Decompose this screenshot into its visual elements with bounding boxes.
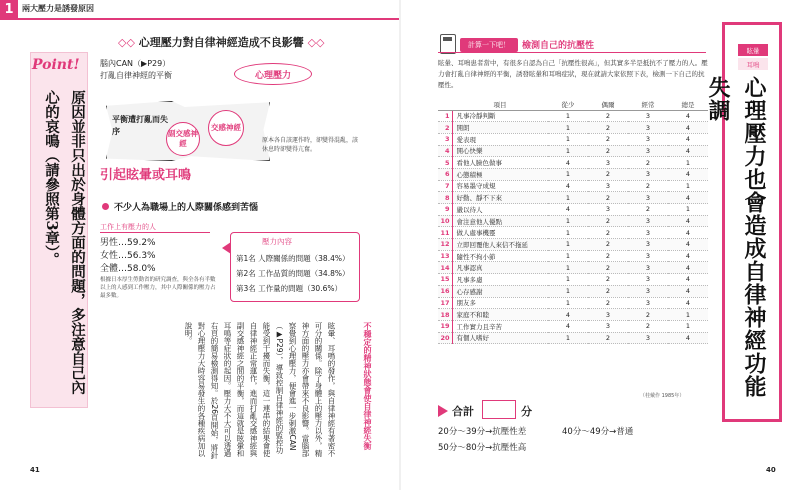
row-score: 4	[668, 297, 708, 309]
arrow-right-icon	[438, 405, 448, 417]
row-score: 2	[588, 262, 628, 274]
table-header-sometimes: 偶爾	[588, 100, 628, 110]
row-number: 11	[438, 227, 452, 239]
row-number: 5	[438, 157, 452, 169]
row-score: 3	[628, 285, 668, 297]
row-number: 20	[438, 332, 452, 344]
row-item: 嚴以待人	[452, 204, 548, 216]
total-score-box[interactable]	[482, 400, 516, 419]
row-score: 4	[668, 110, 708, 122]
sympathetic-circle: 副交感神經	[166, 122, 200, 156]
row-score: 4	[668, 332, 708, 344]
side-tab-title: 心理壓力也會造成自律神經功能失調	[705, 76, 766, 398]
row-score: 3	[588, 320, 628, 332]
page-number-right: 40	[766, 466, 776, 474]
table-header-no	[438, 100, 452, 110]
row-score: 4	[668, 239, 708, 251]
table-row	[438, 110, 708, 122]
table-row	[438, 180, 708, 192]
row-item: 工作實力且辛苦	[452, 320, 548, 332]
row-score: 1	[668, 309, 708, 321]
table-row	[438, 168, 708, 180]
row-score: 1	[548, 192, 588, 204]
pressure-item: 第2名 工作品質的問題（34.8%）	[236, 269, 350, 278]
row-score: 2	[588, 110, 628, 122]
checklist-tag: 計算一下吧！	[460, 38, 518, 52]
row-item: 立即回覆他人來信不拖延	[452, 239, 548, 251]
pressure-item: 第1名 人際關係的問題（38.4%）	[236, 254, 350, 263]
row-score: 4	[548, 320, 588, 332]
row-item: 隨性不拘小節	[452, 250, 548, 262]
row-score: 3	[628, 332, 668, 344]
diagram-note: 原本各自該運作時，卻變得混亂，該休息時卻變得亢奮。	[262, 137, 359, 153]
row-score: 3	[628, 168, 668, 180]
row-score: 1	[548, 285, 588, 297]
row-item: 開心快樂	[452, 145, 548, 157]
pressure-item: 第3名 工作量的問題（30.6%）	[236, 284, 342, 293]
table-row	[438, 297, 708, 309]
table-row	[438, 320, 708, 332]
table-row	[438, 227, 708, 239]
total-label: 合計	[452, 405, 474, 418]
row-score: 2	[588, 168, 628, 180]
row-item: 凡事認真	[452, 262, 548, 274]
row-score: 1	[548, 262, 588, 274]
bullet-icon	[102, 203, 109, 210]
table-row	[438, 145, 708, 157]
calculator-icon	[440, 34, 456, 54]
table-header-item: 項目	[452, 100, 548, 110]
row-number: 13	[438, 250, 452, 262]
table-row	[438, 204, 708, 216]
row-score: 3	[588, 309, 628, 321]
row-score: 2	[588, 239, 628, 251]
table-row	[438, 133, 708, 145]
table-header-row	[438, 100, 708, 110]
row-score: 2	[628, 157, 668, 169]
stat-female: 女性…56.3%	[100, 251, 156, 261]
row-item: 心存感謝	[452, 285, 548, 297]
row-score: 2	[588, 145, 628, 157]
row-score: 1	[548, 297, 588, 309]
row-item: 凡事多慮	[452, 274, 548, 286]
row-score: 1	[548, 332, 588, 344]
side-tab-label-dizziness: 眩暈	[738, 44, 768, 56]
chapter-title: 兩大壓力是誘發原因	[22, 4, 94, 13]
row-score: 1	[548, 168, 588, 180]
parasympathetic-circle: 交感神經	[208, 110, 244, 146]
row-score: 4	[548, 180, 588, 192]
row-item: 朋友多	[452, 297, 548, 309]
diagram-title-text: 心理壓力對自律神經造成不良影響	[138, 36, 304, 49]
page-number-left: 41	[30, 466, 40, 474]
row-score: 3	[628, 215, 668, 227]
row-number: 16	[438, 285, 452, 297]
row-number: 19	[438, 320, 452, 332]
row-score: 1	[548, 122, 588, 134]
row-item: 開朗	[452, 122, 548, 134]
row-score: 2	[588, 332, 628, 344]
row-score: 3	[628, 110, 668, 122]
row-score: 2	[588, 215, 628, 227]
row-number: 8	[438, 192, 452, 204]
row-score: 3	[628, 122, 668, 134]
row-item: 有個人嗜好	[452, 332, 548, 344]
row-score: 3	[628, 145, 668, 157]
row-score: 4	[668, 227, 708, 239]
stats-heading: 不少人為職場上的人際關係感到苦惱	[114, 203, 259, 213]
checklist-table	[438, 100, 708, 344]
stat-overall: 全體…58.0%	[100, 264, 156, 274]
checklist-intro: 眩暈、耳鳴患者當中，有很多自認為自己「抗壓性很高」，但其實多半是抵抗不了壓力的人。壓力會打亂自律神經的平衡，誘發眩暈和耳鳴症狀，現在就請大家依照下表，檢測一下自己的抗壓性。	[438, 59, 708, 89]
score-range: 40分～49分→普通	[562, 427, 634, 437]
row-number: 6	[438, 168, 452, 180]
row-score: 2	[588, 227, 628, 239]
chapter-number: 1	[0, 0, 18, 18]
row-number: 14	[438, 262, 452, 274]
row-score: 3	[628, 297, 668, 309]
page-gutter	[399, 0, 401, 490]
row-score: 4	[668, 285, 708, 297]
table-row	[438, 157, 708, 169]
table-row	[438, 309, 708, 321]
table-row	[438, 122, 708, 134]
row-score: 4	[668, 215, 708, 227]
row-number: 12	[438, 239, 452, 251]
row-item: 家庭不和睦	[452, 309, 548, 321]
balance-text: 平衡遭打亂而失序	[112, 115, 168, 136]
row-score: 2	[588, 274, 628, 286]
table-header-often: 經常	[628, 100, 668, 110]
total-unit: 分	[521, 405, 532, 418]
table-row	[438, 250, 708, 262]
row-score: 3	[628, 133, 668, 145]
table-header-rarely: 從少	[548, 100, 588, 110]
row-score: 4	[668, 145, 708, 157]
row-score: 1	[548, 110, 588, 122]
checklist-rule	[438, 52, 706, 53]
row-number: 17	[438, 297, 452, 309]
row-score: 2	[588, 122, 628, 134]
row-score: 1	[548, 239, 588, 251]
table-source: （桂戴作 1985年）	[640, 393, 685, 399]
table-row	[438, 332, 708, 344]
row-number: 7	[438, 180, 452, 192]
row-number: 15	[438, 274, 452, 286]
row-number: 9	[438, 204, 452, 216]
diagram-title	[118, 34, 325, 50]
row-score: 4	[668, 274, 708, 286]
row-score: 3	[628, 239, 668, 251]
row-item: 看他人臉色做事	[452, 157, 548, 169]
row-score: 4	[548, 204, 588, 216]
stats-note: 根據日本厚生勞動省的研究調查，與全各有半數以上的人感到工作壓力，其中人際關係的壓力占最多數。	[100, 277, 216, 299]
column-heading: 不穩定的精神狀態會使自律神經失衡	[363, 322, 372, 450]
row-score: 3	[628, 227, 668, 239]
row-score: 2	[588, 250, 628, 262]
row-score: 2	[628, 320, 668, 332]
row-item: 愛表現	[452, 133, 548, 145]
row-score: 4	[668, 250, 708, 262]
checklist-title: 檢測自己的抗壓性	[522, 41, 595, 51]
row-score: 4	[668, 168, 708, 180]
table-row	[438, 215, 708, 227]
row-score: 2	[588, 133, 628, 145]
row-score: 1	[668, 157, 708, 169]
row-score: 1	[548, 250, 588, 262]
row-number: 1	[438, 110, 452, 122]
row-score: 1	[668, 204, 708, 216]
score-range: 50分～80分→抗壓性高	[438, 443, 527, 453]
row-score: 2	[588, 192, 628, 204]
score-range: 20分～39分→抗壓性差	[438, 427, 527, 437]
table-row	[438, 239, 708, 251]
row-score: 1	[668, 320, 708, 332]
table-row	[438, 274, 708, 286]
row-score: 4	[668, 122, 708, 134]
row-score: 4	[668, 262, 708, 274]
row-number: 4	[438, 145, 452, 157]
row-score: 3	[628, 192, 668, 204]
row-score: 2	[588, 297, 628, 309]
header-rule	[0, 18, 400, 20]
result-text: 引起眩暈或耳鳴	[100, 168, 192, 183]
row-number: 2	[438, 122, 452, 134]
row-item: 容易墨守成規	[452, 180, 548, 192]
row-score: 4	[548, 309, 588, 321]
pressure-tag: 壓力內容	[262, 237, 292, 246]
row-score: 2	[628, 180, 668, 192]
row-score: 3	[588, 157, 628, 169]
row-score: 3	[628, 274, 668, 286]
row-score: 4	[668, 133, 708, 145]
diamond-icon: ◇◇	[118, 36, 139, 49]
stats-table-head: 工作上有壓力的人	[100, 222, 210, 233]
brain-can-label: 腦內CAN（▶P29）	[100, 59, 171, 68]
row-score: 1	[548, 133, 588, 145]
row-score: 1	[548, 215, 588, 227]
row-item: 會注意他人優點	[452, 215, 548, 227]
row-score: 3	[628, 250, 668, 262]
stress-label: 心理壓力	[234, 63, 312, 85]
row-item: 心態積極	[452, 168, 548, 180]
row-number: 18	[438, 309, 452, 321]
row-score: 4	[548, 157, 588, 169]
row-score: 3	[588, 180, 628, 192]
table-header-always: 總是	[668, 100, 708, 110]
row-score: 1	[548, 145, 588, 157]
diamond-icon: ◇◇	[303, 36, 325, 49]
brain-sub-label: 打亂自律神經的平衡	[100, 71, 172, 80]
row-score: 2	[628, 309, 668, 321]
row-score: 1	[548, 274, 588, 286]
column-body: 眩暈、耳鳴的發作，與自律神經有著密不可分的關係。除了身體上的壓力以外，精神方面的壓力亦會帶來不良影響。當腦部察覺到心理壓力，便會進一步刺激CAN（▶P29），導致控制自律神經的監控功能受到干擾而失衡，這一連串的結果會使自律神經正常運作，進而打亂交感神經與副交感神經之間的平衡，而這就是眩暈和耳鳴等症狀的起因。壓力大不大可以透過右頁的簡易檢測得知。於26頁開始，將針對心理壓力大時容易發生的各種疾病加以說明。	[184, 322, 336, 460]
row-item: 凡事冷靜判斷	[452, 110, 548, 122]
row-item: 做人處事機靈	[452, 227, 548, 239]
point-badge: Point!	[32, 57, 80, 73]
row-score: 3	[628, 262, 668, 274]
table-row	[438, 192, 708, 204]
table-row	[438, 262, 708, 274]
row-score: 3	[588, 204, 628, 216]
row-score: 1	[548, 227, 588, 239]
point-text: 原因並非只出於身體方面的問題，多注意自己內心的哀鳴（請參照第3章）。	[43, 90, 86, 395]
table-row	[438, 285, 708, 297]
row-score: 2	[628, 204, 668, 216]
side-tab-label-tinnitus: 耳鳴	[738, 58, 768, 70]
row-number: 3	[438, 133, 452, 145]
row-score: 1	[668, 180, 708, 192]
stat-male: 男性…59.2%	[100, 238, 156, 248]
row-score: 4	[668, 192, 708, 204]
row-score: 2	[588, 285, 628, 297]
row-item: 好勤、靜不下來	[452, 192, 548, 204]
row-number: 10	[438, 215, 452, 227]
